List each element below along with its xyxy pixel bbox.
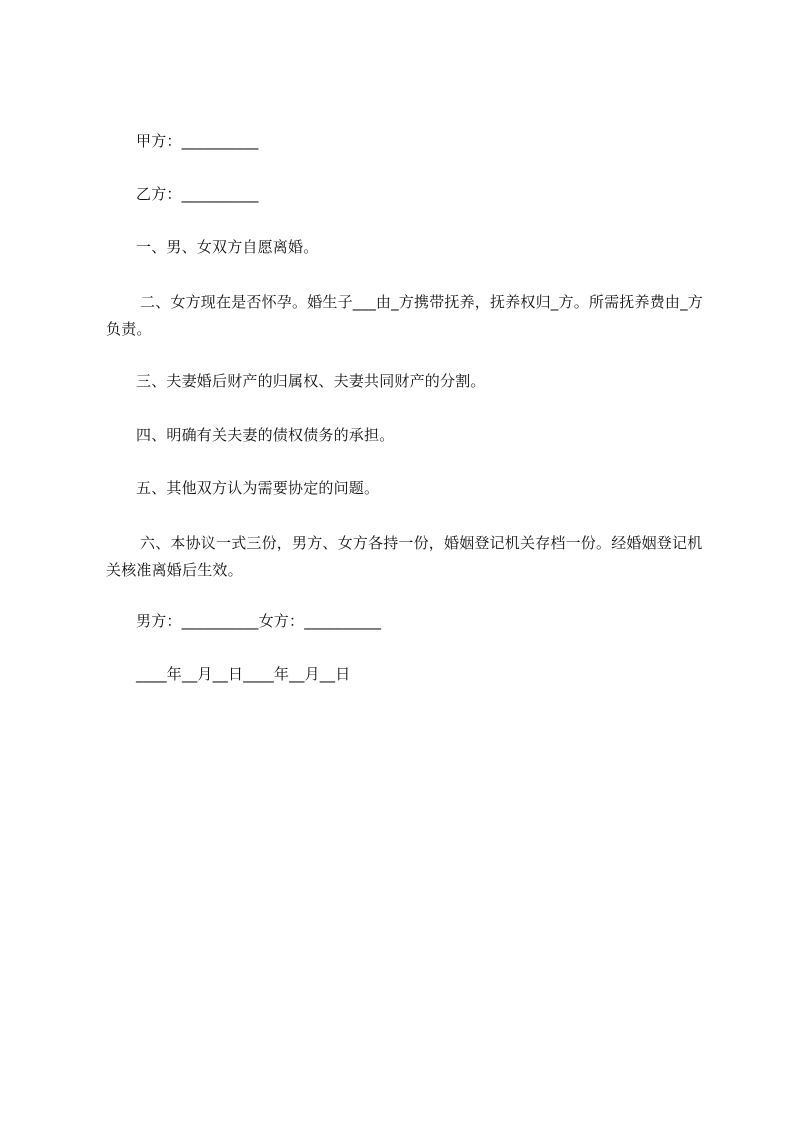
clause-4: 四、明确有关夫妻的债权债务的承担。 xyxy=(136,426,395,444)
party-b-line: 乙方：__________ xyxy=(136,185,259,203)
clause-6: 六、本协议一式三份，男方、女方各持一份，婚姻登记机关存档一份。经婚姻登记机关核准离婚后生效。 xyxy=(106,534,703,579)
clause-3: 三、夫妻婚后财产的归属权、夫妻共同财产的分割。 xyxy=(136,372,486,390)
date-line: ____年__月__日____年__月__日 xyxy=(136,665,351,683)
clause-1: 一、男、女双方自愿离婚。 xyxy=(136,238,319,256)
party-a-line: 甲方：__________ xyxy=(136,132,259,150)
signature-line: 男方：__________女方：__________ xyxy=(136,612,382,630)
clause-5: 五、其他双方认为需要协定的问题。 xyxy=(136,479,380,497)
clause-2: 二、女方现在是否怀孕。婚生子___由_方携带抚养，抚养权归_方。所需抚养费由_方负责。 xyxy=(106,293,704,338)
